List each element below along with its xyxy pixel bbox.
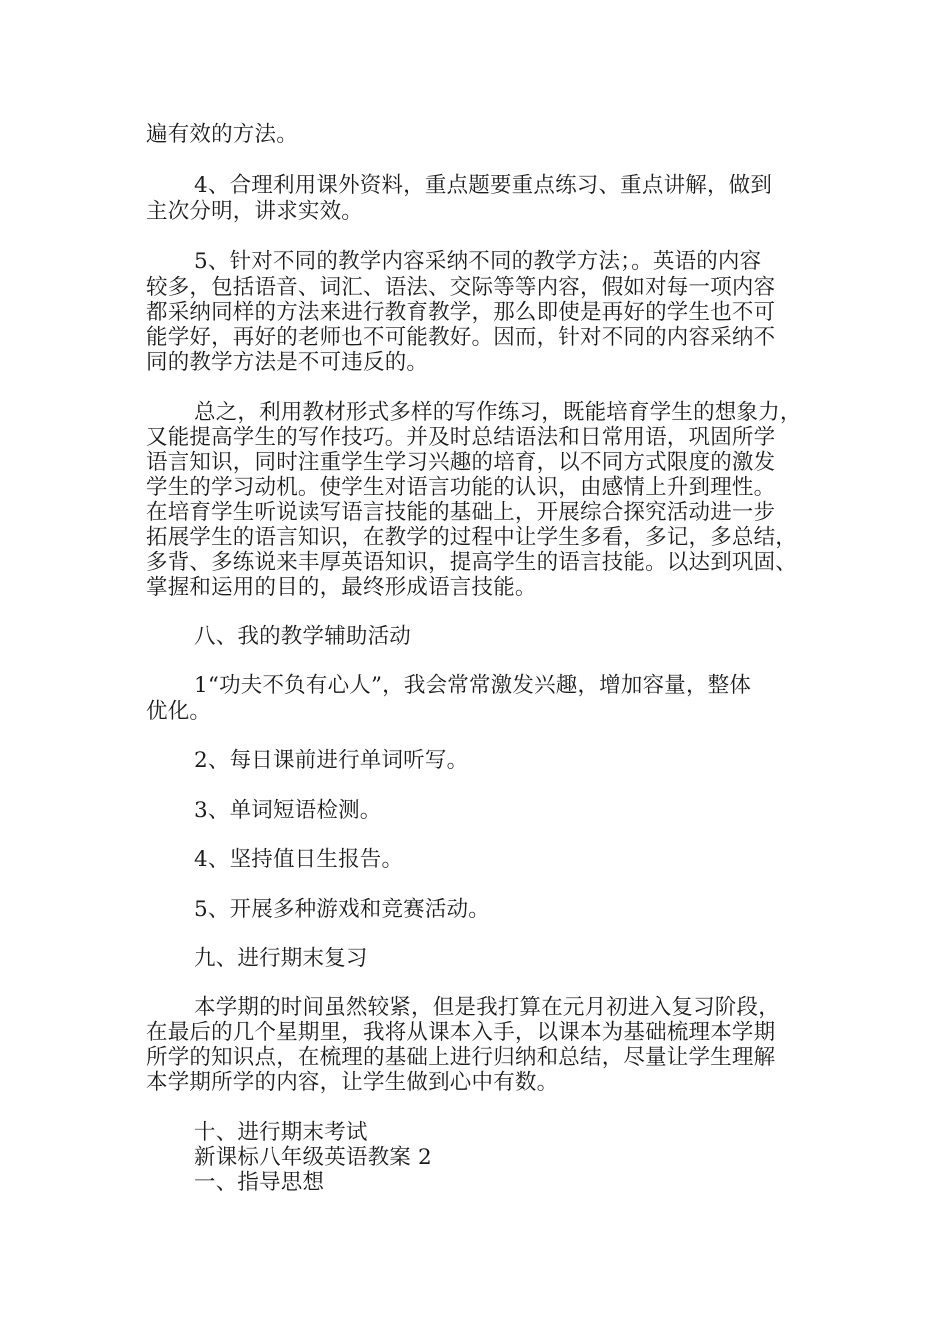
text-line: 同的教学方法是不可违反的。 bbox=[146, 350, 429, 375]
text-line: 较多，包括语音、词汇、语法、交际等等内容，假如对每一项内容 bbox=[146, 275, 776, 300]
text-line: 本学期的时间虽然较紧，但是我打算在元月初进入复习阶段， bbox=[194, 995, 780, 1020]
text-line: 4、坚持值日生报告。 bbox=[194, 847, 404, 872]
text-line: 4、合理利用课外资料，重点题要重点练习、重点讲解，做到 bbox=[194, 173, 773, 198]
text-line: 学生的学习动机。使学生对语言功能的认识，由感情上升到理性。 bbox=[146, 475, 776, 500]
text-line: 能学好，再好的老师也不可能教好。因而，针对不同的内容采纳不 bbox=[146, 325, 776, 350]
text-line: 多背、多练说来丰厚英语知识，提高学生的语言技能。以达到巩固、 bbox=[146, 550, 798, 575]
section-heading: 九、进行期末复习 bbox=[194, 946, 368, 971]
text-line: 3、单词短语检测。 bbox=[194, 798, 382, 823]
section-heading: 八、我的教学辅助活动 bbox=[194, 624, 412, 649]
text-line: 总之，利用教材形式多样的写作练习，既能培育学生的想象力， bbox=[194, 400, 802, 425]
text-line: 1“功夫不负有心人”，我会常常激发兴趣，增加容量，整体 bbox=[194, 673, 752, 698]
text-line: 掌握和运用的目的，最终形成语言技能。 bbox=[146, 575, 537, 600]
text-line: 优化。 bbox=[146, 699, 212, 724]
text-line: 又能提高学生的写作技巧。并及时总结语法和日常用语，巩固所学 bbox=[146, 425, 776, 450]
text-line: 拓展学生的语言知识，在教学的过程中让学生多看，多记，多总结， bbox=[146, 525, 798, 550]
section-heading: 十、进行期末考试 bbox=[194, 1120, 368, 1145]
document-title: 新课标八年级英语教案 2 bbox=[194, 1145, 432, 1170]
text-line: 2、每日课前进行单词听写。 bbox=[194, 748, 469, 773]
text-line: 5、开展多种游戏和竞赛活动。 bbox=[194, 897, 490, 922]
text-line: 语言知识，同时注重学生学习兴趣的培育，以不同方式限度的激发 bbox=[146, 450, 776, 475]
text-line: 遍有效的方法。 bbox=[146, 122, 298, 147]
text-line: 5、针对不同的教学内容采纳不同的教学方法；。英语的内容 bbox=[194, 249, 762, 274]
text-line: 所学的知识点，在梳理的基础上进行归纳和总结，尽量让学生理解 bbox=[146, 1045, 776, 1070]
text-line: 主次分明，讲求实效。 bbox=[146, 199, 364, 224]
text-line: 在培育学生听说读写语言技能的基础上，开展综合探究活动进一步 bbox=[146, 500, 776, 525]
text-line: 都采纳同样的方法来进行教育教学，那么即使是再好的学生也不可 bbox=[146, 300, 776, 325]
section-heading: 一、指导思想 bbox=[194, 1170, 325, 1195]
text-line: 在最后的几个星期里，我将从课本入手，以课本为基础梳理本学期 bbox=[146, 1020, 776, 1045]
text-line: 本学期所学的内容，让学生做到心中有数。 bbox=[146, 1070, 559, 1095]
